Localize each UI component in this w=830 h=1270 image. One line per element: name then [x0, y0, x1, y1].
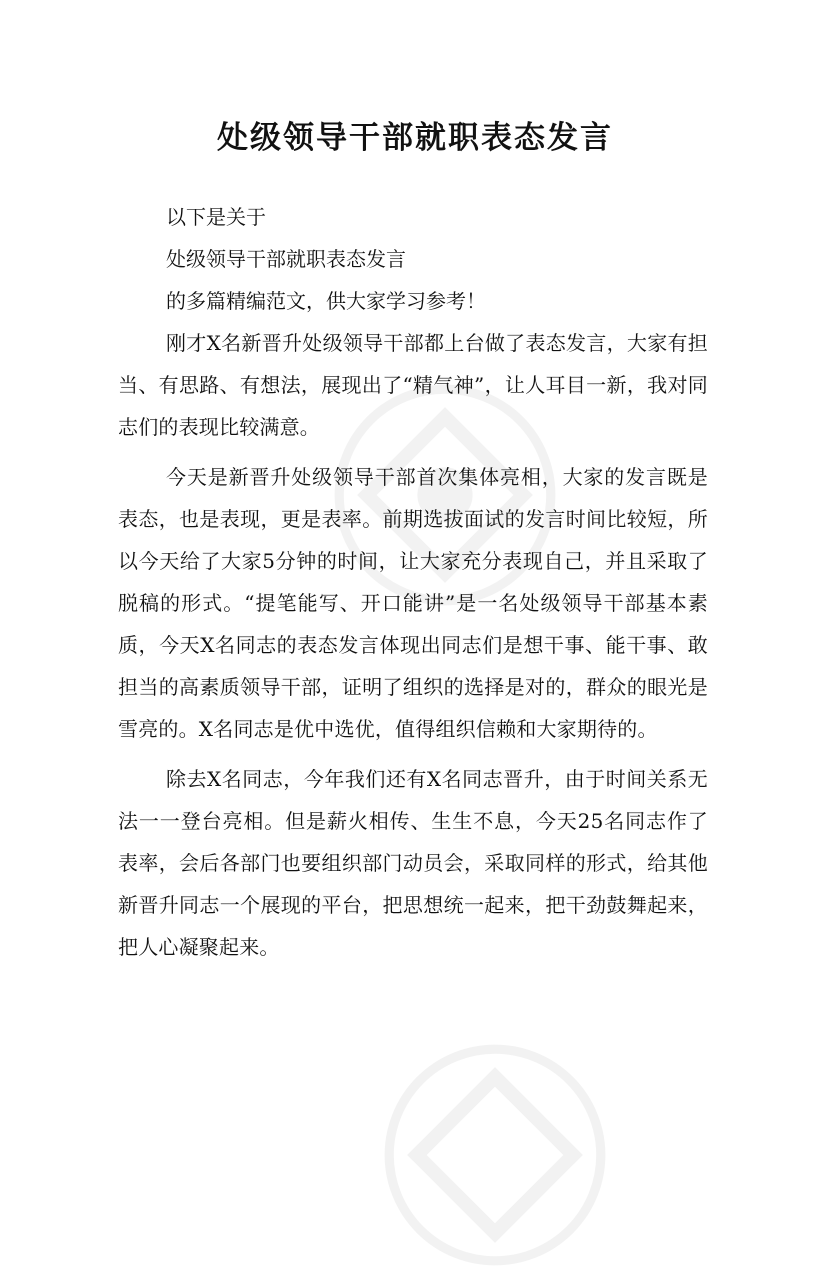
intro-line: 的多篇精编范文，供大家学习参考！ [166, 289, 486, 313]
document-body [118, 196, 708, 976]
body-paragraph: 今天是新晋升处级领导干部首次集体亮相，大家的发言既是表态，也是表现，更是表率。前期选拔面试的发言时间比较短，所以今天给了大家5分钟的时间，让大家充分表现自己，并且采取了脱稿的形式。“提笔能写、开口能讲”是一名处级领导干部基本素质，今天X名同志的表态发言体现出同志们是想干事、能干事、敢担当的高素质领导干部，证明了组织的选择是对的，群众的眼光是雪亮的。X名同志是优中选优，值得组织信赖和大家期待的。 [118, 465, 708, 741]
watermark-logo-icon [380, 1040, 610, 1270]
body-paragraph: 刚才X名新晋升处级领导干部都上台做了表态发言，大家有担当、有思路、有想法，展现出了“精气神”，让人耳目一新，我对同志们的表现比较满意。 [118, 331, 708, 439]
intro-line: 以下是关于 [166, 205, 266, 229]
body-paragraph: 除去X名同志，今年我们还有X名同志晋升，由于时间关系无法一一登台亮相。但是薪火相传、生生不息，今天25名同志作了表率，会后各部门也要组织部门动员会，采取同样的形式，给其他新晋升同志一个展现的平台，把思想统一起来，把干劲鼓舞起来，把人心凝聚起来。 [118, 767, 708, 959]
intro-line: 处级领导干部就职表态发言 [166, 247, 406, 271]
document-title: 处级领导干部就职表态发言 [217, 120, 613, 156]
